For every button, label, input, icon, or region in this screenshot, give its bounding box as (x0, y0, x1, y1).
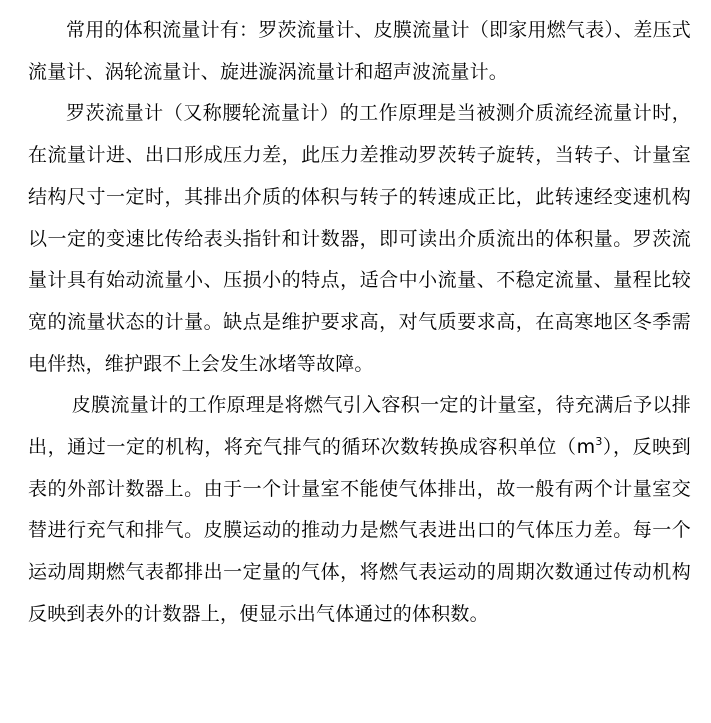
volume-unit-exponent: 3 (595, 435, 603, 449)
paragraph-text-after-unit: ），反映到表的外部计数器上。由于一个计量室不能使气体排出，故一般有两个计量室交替进行充气和排气。皮膜运动的推动力是燃气表进出口的气体压力差。每一个运动周期燃气表都排出一定量的气体，将燃气表运动的周期次数通过传动机构反映到表外的计数器上，便显示出气体通过的体积数。 (28, 436, 691, 625)
paragraph-flowmeter-types: 常用的体积流量计有：罗茨流量计、皮膜流量计（即家用燃气表）、差压式流量计、涡轮流量计、旋进漩涡流量计和超声波流量计。 (28, 19, 691, 83)
volume-unit (577, 436, 603, 458)
volume-unit-symbol: m (576, 436, 596, 459)
paragraph-roots-flowmeter: 罗茨流量计（又称腰轮流量计）的工作原理是当被测介质流经流量计时，在流量计进、出口形成压力差，此压力差推动罗茨转子旋转，当转子、计量室结构尺寸一定时，其排出介质的体积与转子的转速成正比，此转速经变速机构以一定的变速比传给表头指针和计数器，即可读出介质流出的体积量。罗茨流量计具有始动流量小、压损小的特点，适合中小流量、不稳定流量、量程比较宽的流量状态的计量。缺点是维护要求高，对气质要求高，在高寒地区冬季需电伴热，维护跟不上会发生冰堵等故障。 (28, 102, 691, 375)
paragraph-text-before-unit: 皮膜流量计的工作原理是将燃气引入容积一定的计量室，待充满后予以排出，通过一定的机构，将充气排气的循环次数转换成容积单位（ (28, 394, 691, 459)
paragraph-diaphragm-flowmeter (28, 385, 691, 635)
